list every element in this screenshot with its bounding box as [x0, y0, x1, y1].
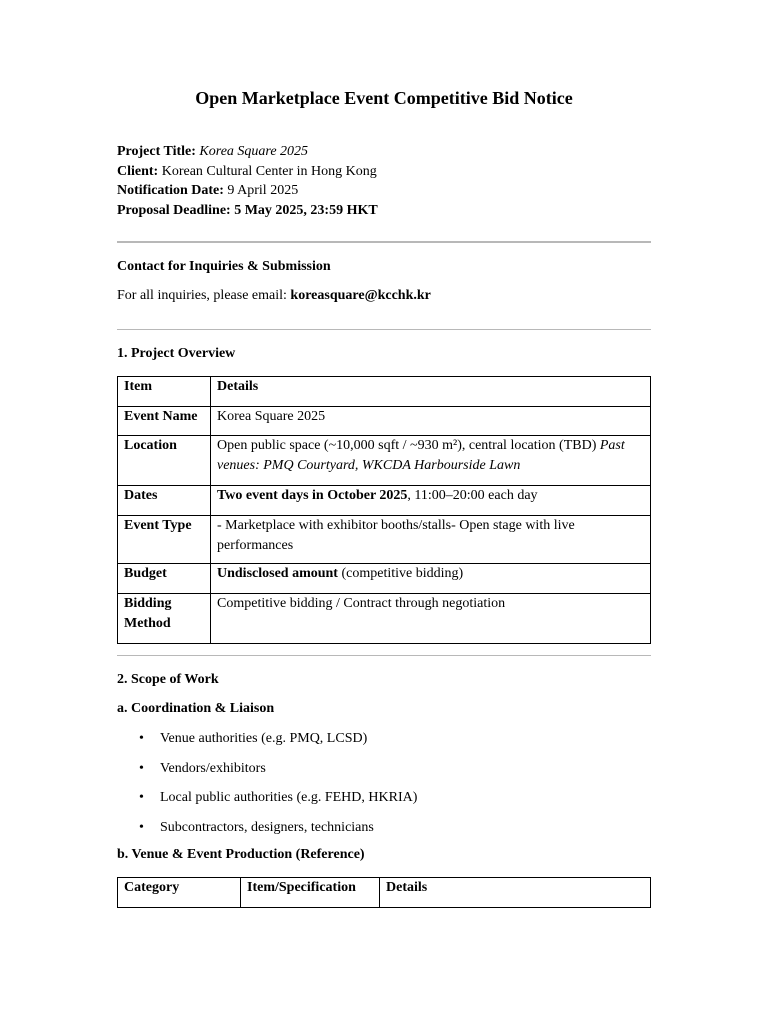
budget-bold: Undisclosed amount [217, 566, 338, 581]
project-overview-table [117, 376, 651, 644]
venue-production-table [117, 877, 651, 908]
notification-date-label: Notification Date: [117, 183, 224, 198]
row-label: Bidding Method [118, 594, 211, 644]
row-label: Event Name [118, 407, 211, 436]
budget-note: (competitive bidding) [341, 566, 464, 581]
notification-date-line [117, 181, 378, 201]
proposal-deadline-line [117, 201, 378, 221]
table-header-cell: Details [211, 377, 651, 407]
document-title: Open Marketplace Event Competitive Bid Notice [195, 88, 573, 108]
table-header-row [118, 377, 651, 407]
contact-paragraph [117, 288, 431, 304]
divider [117, 655, 651, 656]
table-row [118, 436, 651, 486]
contact-text: For all inquiries, please email: [117, 288, 287, 303]
notification-date-value: 9 April 2025 [227, 183, 299, 198]
dates-bold: Two event days in October 2025 [217, 488, 408, 503]
table-row [118, 407, 651, 436]
past-venues: Past venues: PMQ Courtyard, WKCDA Harbourside Lawn [217, 438, 625, 473]
client-label: Client: [117, 163, 159, 179]
table-row [118, 516, 651, 564]
project-title-label: Project Title: [117, 144, 196, 159]
location-details: Open public space (~10,000 sqft / ~930 m²), central location (TBD) [217, 438, 597, 453]
row-label: Location [118, 436, 211, 486]
scope-heading: 2. Scope of Work [117, 672, 219, 687]
table-header-cell: Item [118, 377, 211, 407]
table-header-cell: Item/Specification [241, 878, 380, 908]
table-header-row [118, 878, 651, 908]
row-label: Event Type [118, 516, 211, 564]
row-label: Budget [118, 564, 211, 594]
divider [117, 241, 651, 243]
coordination-subheading: a. Coordination & Liaison [117, 701, 275, 716]
row-value: Korea Square 2025 [211, 407, 651, 436]
client-line [117, 162, 378, 182]
table-row [118, 486, 651, 516]
list-item: • Local public authorities (e.g. FEHD, HKRIA) [139, 788, 417, 818]
row-label: Dates [118, 486, 211, 516]
table-header-cell: Details [380, 878, 651, 908]
row-value: - Marketplace with exhibitor booths/stalls- Open stage with live performances [211, 516, 651, 564]
project-title-value: Korea Square 2025 [199, 144, 309, 159]
venue-production-subheading: b. Venue & Event Production (Reference) [117, 847, 365, 862]
client-value: Korean Cultural Center in Hong Kong [161, 163, 377, 179]
row-value: Competitive bidding / Contract through negotiation [211, 594, 651, 644]
proposal-deadline-value: 5 May 2025, 23:59 HKT [234, 202, 378, 218]
list-item: • Vendors/exhibitors [139, 759, 417, 789]
table-header-cell: Category [118, 878, 241, 908]
table-row [118, 594, 651, 644]
table-row [118, 564, 651, 594]
project-title-line [117, 142, 378, 162]
coordination-list [139, 729, 417, 847]
project-meta [117, 142, 378, 220]
dates-time: , 11:00–20:00 each day [407, 488, 538, 503]
proposal-deadline-label: Proposal Deadline: [117, 202, 231, 218]
contact-heading: Contact for Inquiries & Submission [117, 259, 331, 274]
divider [117, 329, 651, 330]
contact-email-link[interactable]: koreasquare@kcchk.kr [290, 288, 431, 303]
row-value [211, 486, 651, 516]
row-value [211, 564, 651, 594]
list-item: • Venue authorities (e.g. PMQ, LCSD) [139, 729, 417, 759]
row-value [211, 436, 651, 486]
list-item: • Subcontractors, designers, technicians [139, 818, 417, 848]
overview-heading: 1. Project Overview [117, 346, 236, 361]
